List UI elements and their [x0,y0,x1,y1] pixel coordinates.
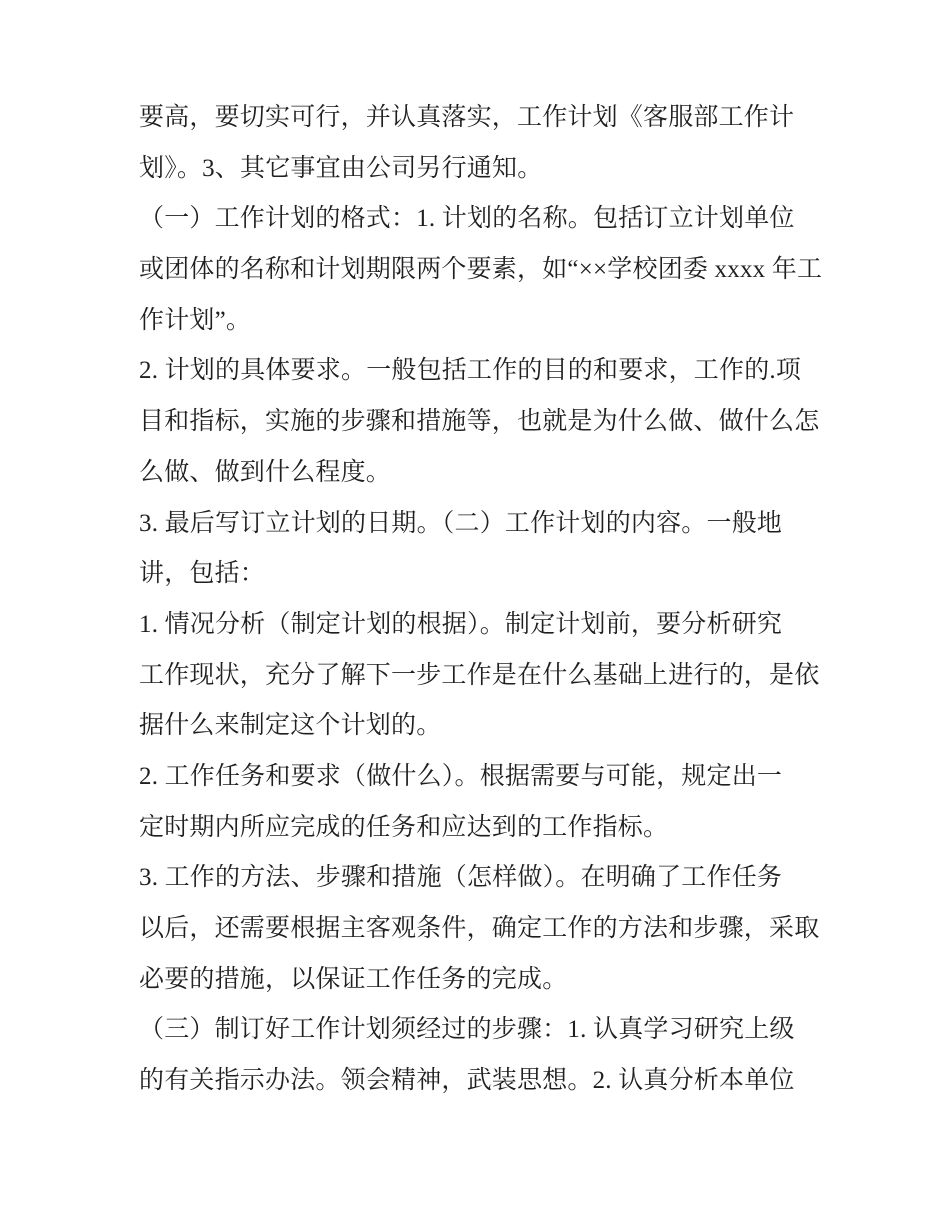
text-line: （一）工作计划的格式：1. 计划的名称。包括订立计划单位 [139,205,795,233]
text-line: 2. 工作任务和要求（做什么）。根据需要与可能，规定出一 [139,762,783,790]
document-text [139,93,859,1107]
text-line: 工作现状，充分了解下一步工作是在什么基础上进行的，是依 [139,661,820,689]
text-line: 的有关指示办法。领会精神，武装思想。2. 认真分析本单位 [139,1067,795,1095]
text-line: 要高，要切实可行，并认真落实，工作计划《客服部工作计 [139,104,795,131]
text-line: （三）制订好工作计划须经过的步骤：1. 认真学习研究上级 [139,1016,795,1044]
text-line: 么做、做到什么程度。 [139,458,392,486]
text-line: 据什么来制定这个计划的。 [139,712,442,740]
text-line: 或团体的名称和计划期限两个要素，如“××学校团委 xxxx 年工 [139,256,823,284]
text-line: 1. 情况分析（制定计划的根据）。制定计划前，要分析研究 [139,610,783,638]
text-line: 划》。3、其它事宜由公司另行通知。 [139,154,543,182]
text-line: 目和指标，实施的步骤和措施等，也就是为什么做、做什么怎 [139,408,820,436]
text-line: 2. 计划的具体要求。一般包括工作的目的和要求，工作的.项 [139,357,802,385]
text-line: 讲，包括： [139,560,266,588]
text-line: 3. 最后写订立计划的日期。（二）工作计划的内容。一般地 [139,509,783,537]
text-line: 以后，还需要根据主客观条件，确定工作的方法和步骤，采取 [139,915,820,942]
text-line: 必要的措施，以保证工作任务的完成。 [139,965,568,993]
text-line: 定时期内所应完成的任务和应达到的工作指标。 [139,813,669,841]
text-line: 3. 工作的方法、步骤和措施（怎样做）。在明确了工作任务 [139,864,783,892]
text-line: 作计划”。 [139,306,252,334]
